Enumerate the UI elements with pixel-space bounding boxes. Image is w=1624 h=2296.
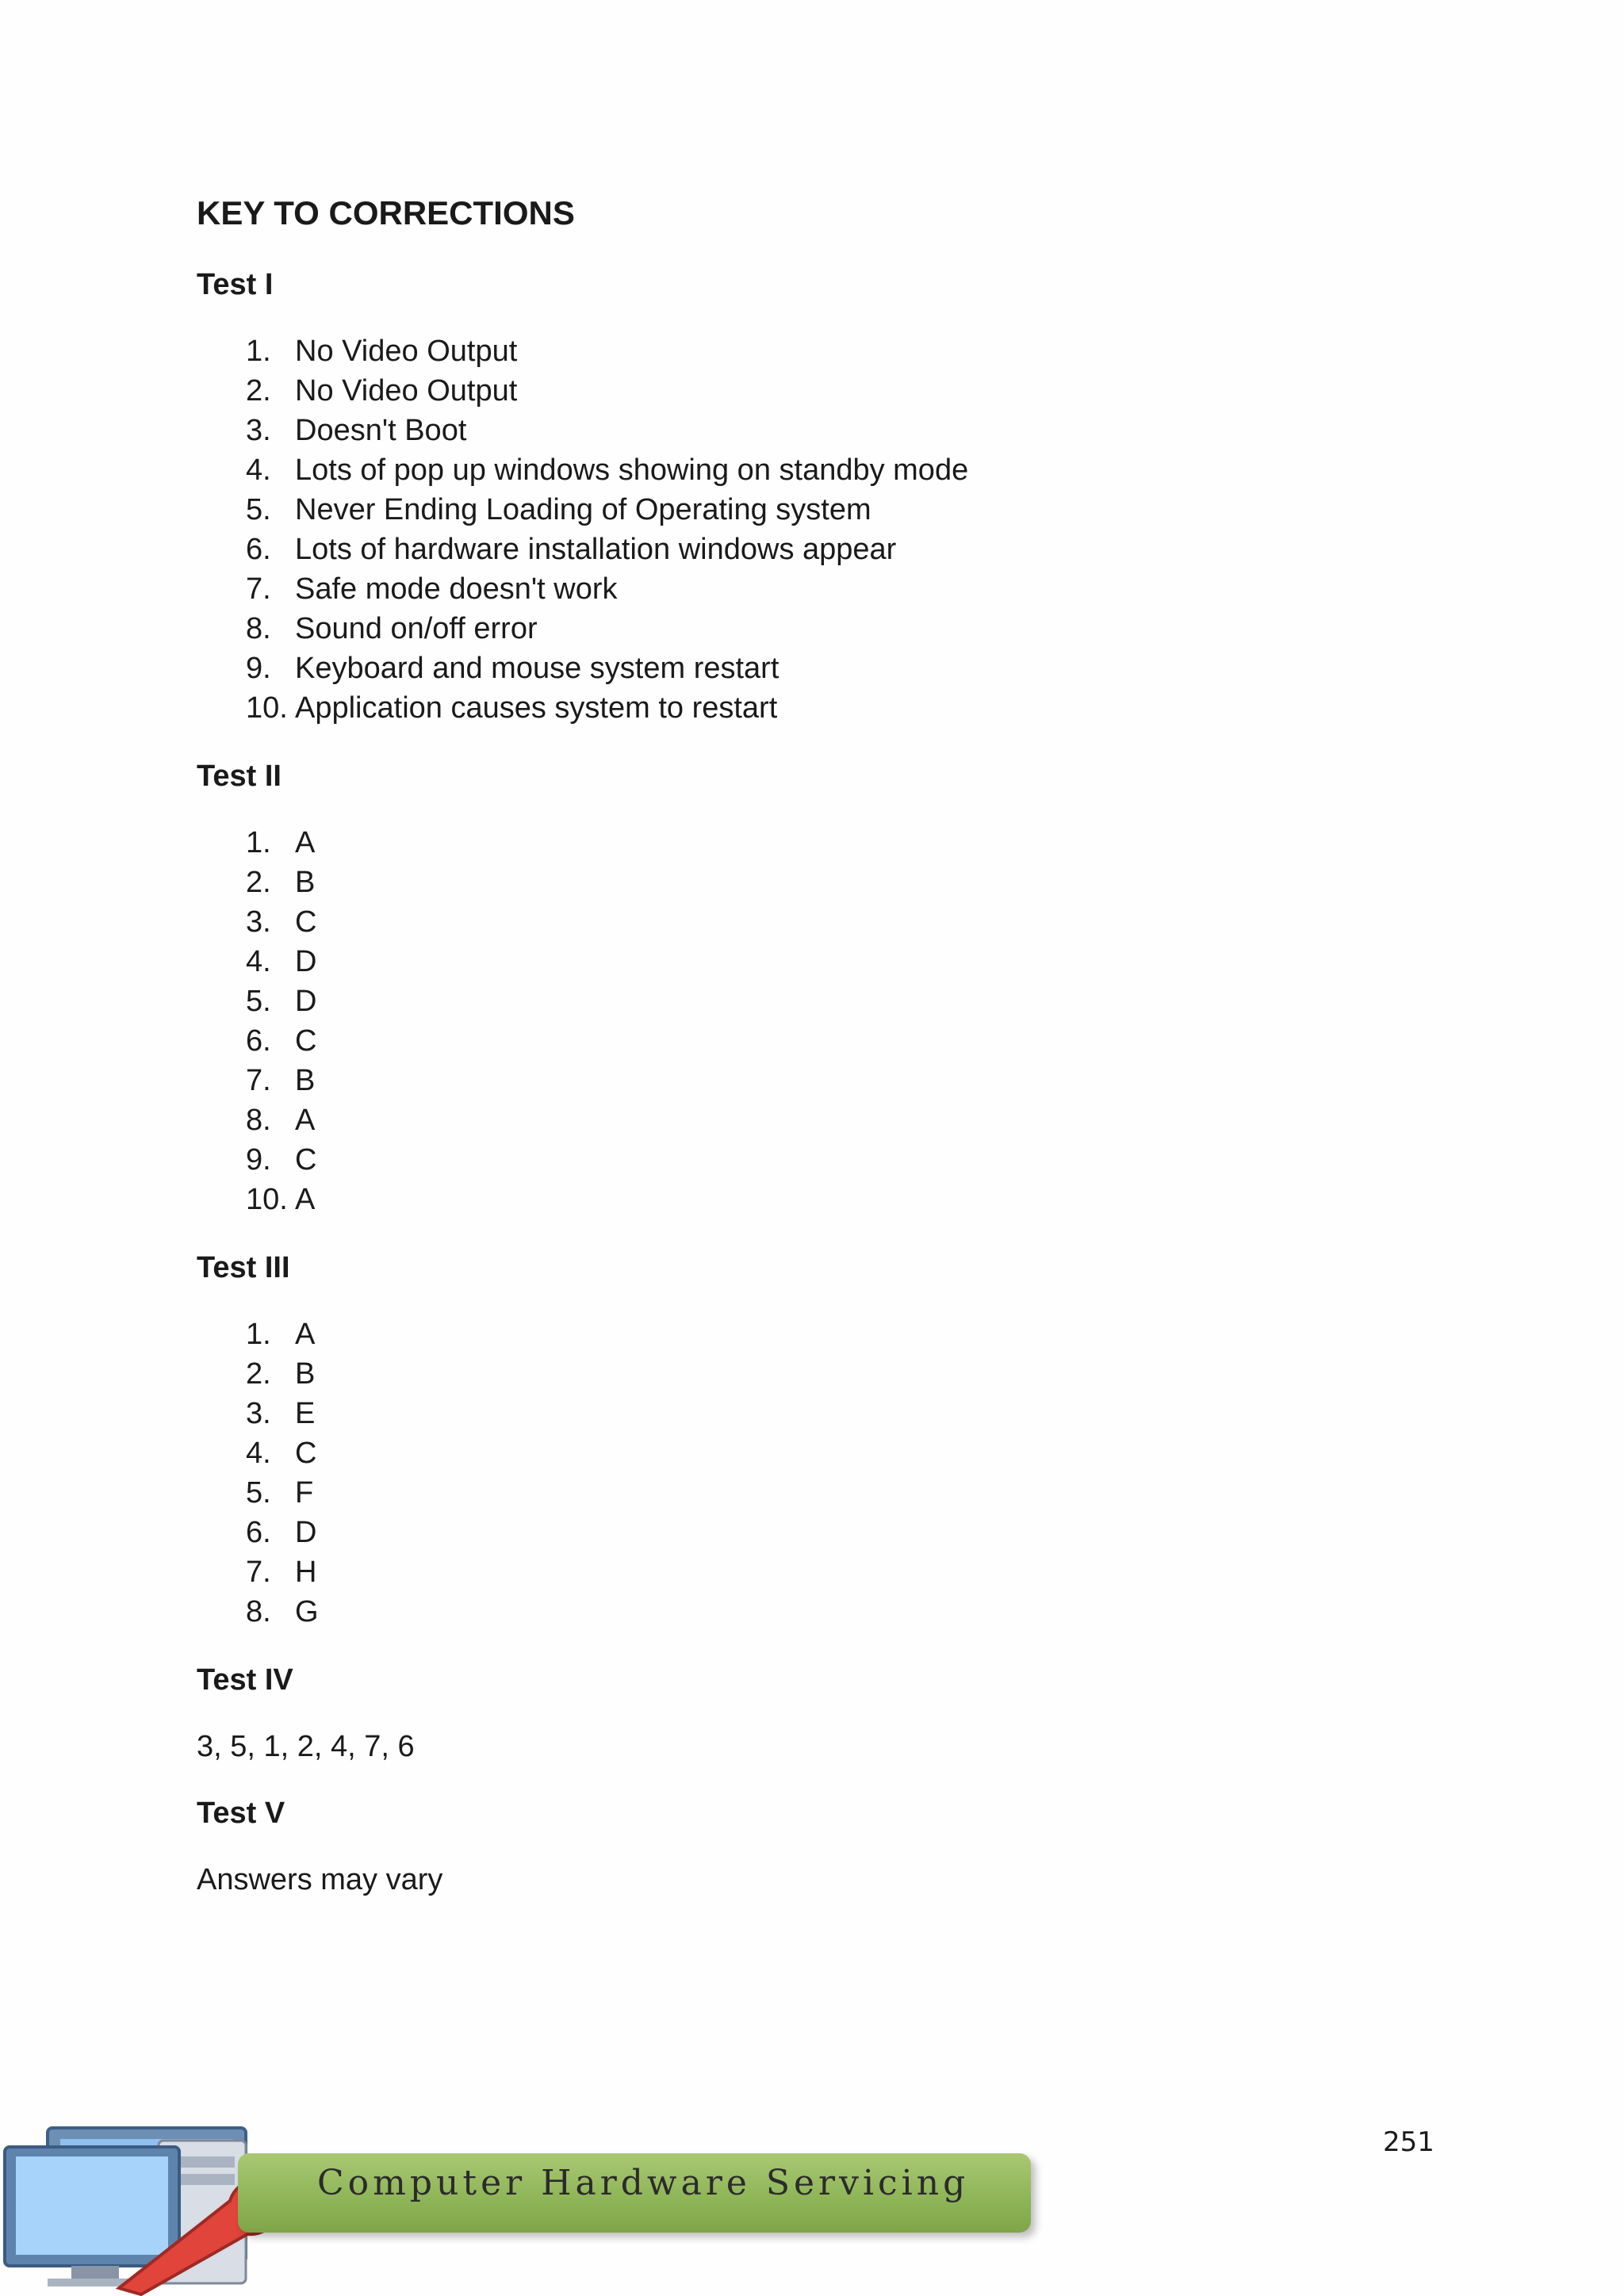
item-text: Keyboard and mouse system restart: [295, 652, 779, 685]
list-item: [246, 902, 316, 942]
test-2-heading: Test II: [197, 760, 282, 793]
list-item: [246, 1180, 316, 1219]
item-text: D: [295, 985, 317, 1018]
list-item: [246, 1433, 319, 1473]
item-text: A: [295, 1183, 316, 1216]
list-item: [246, 450, 968, 490]
test-5-answer: Answers may vary: [197, 1863, 443, 1896]
item-number: 1.: [246, 335, 271, 368]
item-text: E: [295, 1397, 316, 1430]
page-number: 251: [1383, 2126, 1434, 2158]
list-item: [246, 1354, 319, 1394]
list-item: [246, 1140, 316, 1180]
test-5-heading: Test V: [197, 1797, 285, 1830]
item-text: F: [295, 1476, 314, 1510]
item-text: B: [295, 1357, 316, 1391]
list-item: [246, 530, 968, 569]
item-number: 8.: [246, 612, 271, 645]
page-title: KEY TO CORRECTIONS: [197, 194, 575, 232]
list-item: [246, 942, 316, 982]
item-number: 1.: [246, 1318, 271, 1351]
test-3-list: [246, 1314, 319, 1632]
list-item: [246, 1513, 319, 1552]
banner-bar: [238, 2153, 1031, 2233]
test-3-heading: Test III: [197, 1251, 290, 1284]
item-text: A: [295, 826, 316, 859]
item-text: G: [295, 1595, 319, 1628]
item-number: 9.: [246, 1143, 271, 1177]
item-number: 4.: [246, 1437, 271, 1470]
item-text: Safe mode doesn't work: [295, 572, 618, 606]
item-number: 2.: [246, 374, 271, 408]
list-item: [246, 1061, 316, 1100]
item-number: 3.: [246, 905, 271, 939]
banner-text: Computer Hardware Servicing: [317, 2163, 970, 2203]
list-item: [246, 569, 968, 609]
list-item: [246, 1021, 316, 1061]
item-text: C: [295, 905, 317, 939]
item-number: 3.: [246, 1397, 271, 1430]
item-number: 7.: [246, 1556, 271, 1589]
item-number: 9.: [246, 652, 271, 685]
item-number: 4.: [246, 453, 271, 487]
item-number: 6.: [246, 533, 271, 566]
item-text: No Video Output: [295, 374, 518, 408]
item-text: Application causes system to restart: [295, 691, 778, 725]
item-number: 8.: [246, 1104, 271, 1137]
test-4-heading: Test IV: [197, 1663, 293, 1697]
list-item: [246, 1314, 319, 1354]
item-text: C: [295, 1143, 317, 1177]
item-text: Never Ending Loading of Operating system: [295, 493, 871, 526]
list-item: [246, 490, 968, 530]
item-number: 10.: [246, 691, 288, 725]
list-item: [246, 823, 316, 863]
item-number: 2.: [246, 866, 271, 899]
item-text: H: [295, 1556, 317, 1589]
item-number: 2.: [246, 1357, 271, 1391]
item-number: 5.: [246, 493, 271, 526]
test-2-list: [246, 823, 316, 1219]
list-item: [246, 863, 316, 902]
item-text: Sound on/off error: [295, 612, 538, 645]
list-item: [246, 1552, 319, 1592]
item-number: 3.: [246, 414, 271, 447]
list-item: [246, 1473, 319, 1513]
list-item: [246, 371, 968, 411]
list-item: [246, 1100, 316, 1140]
item-number: 1.: [246, 826, 271, 859]
item-text: Doesn't Boot: [295, 414, 467, 447]
item-number: 5.: [246, 1476, 271, 1510]
list-item: [246, 609, 968, 649]
item-text: D: [295, 945, 317, 978]
item-number: 6.: [246, 1024, 271, 1058]
item-text: B: [295, 1064, 316, 1097]
list-item: [246, 1592, 319, 1632]
item-text: A: [295, 1104, 316, 1137]
item-text: B: [295, 866, 316, 899]
list-item: [246, 649, 968, 688]
item-number: 7.: [246, 1064, 271, 1097]
item-text: A: [295, 1318, 316, 1351]
list-item: [246, 411, 968, 450]
list-item: [246, 1394, 319, 1433]
test-1-list: [246, 331, 968, 728]
item-number: 4.: [246, 945, 271, 978]
item-text: Lots of pop up windows showing on standby mode: [295, 453, 969, 487]
item-number: 7.: [246, 572, 271, 606]
footer-banner: [0, 2125, 1063, 2296]
item-number: 6.: [246, 1516, 271, 1549]
item-number: 8.: [246, 1595, 271, 1628]
list-item: [246, 688, 968, 728]
item-number: 10.: [246, 1183, 288, 1216]
item-text: Lots of hardware installation windows appear: [295, 533, 897, 566]
item-number: 5.: [246, 985, 271, 1018]
item-text: No Video Output: [295, 335, 518, 368]
item-text: C: [295, 1437, 317, 1470]
list-item: [246, 982, 316, 1021]
list-item: [246, 331, 968, 371]
item-text: D: [295, 1516, 317, 1549]
test-4-answer: 3, 5, 1, 2, 4, 7, 6: [197, 1730, 415, 1763]
test-1-heading: Test I: [197, 268, 274, 301]
item-text: C: [295, 1024, 317, 1058]
